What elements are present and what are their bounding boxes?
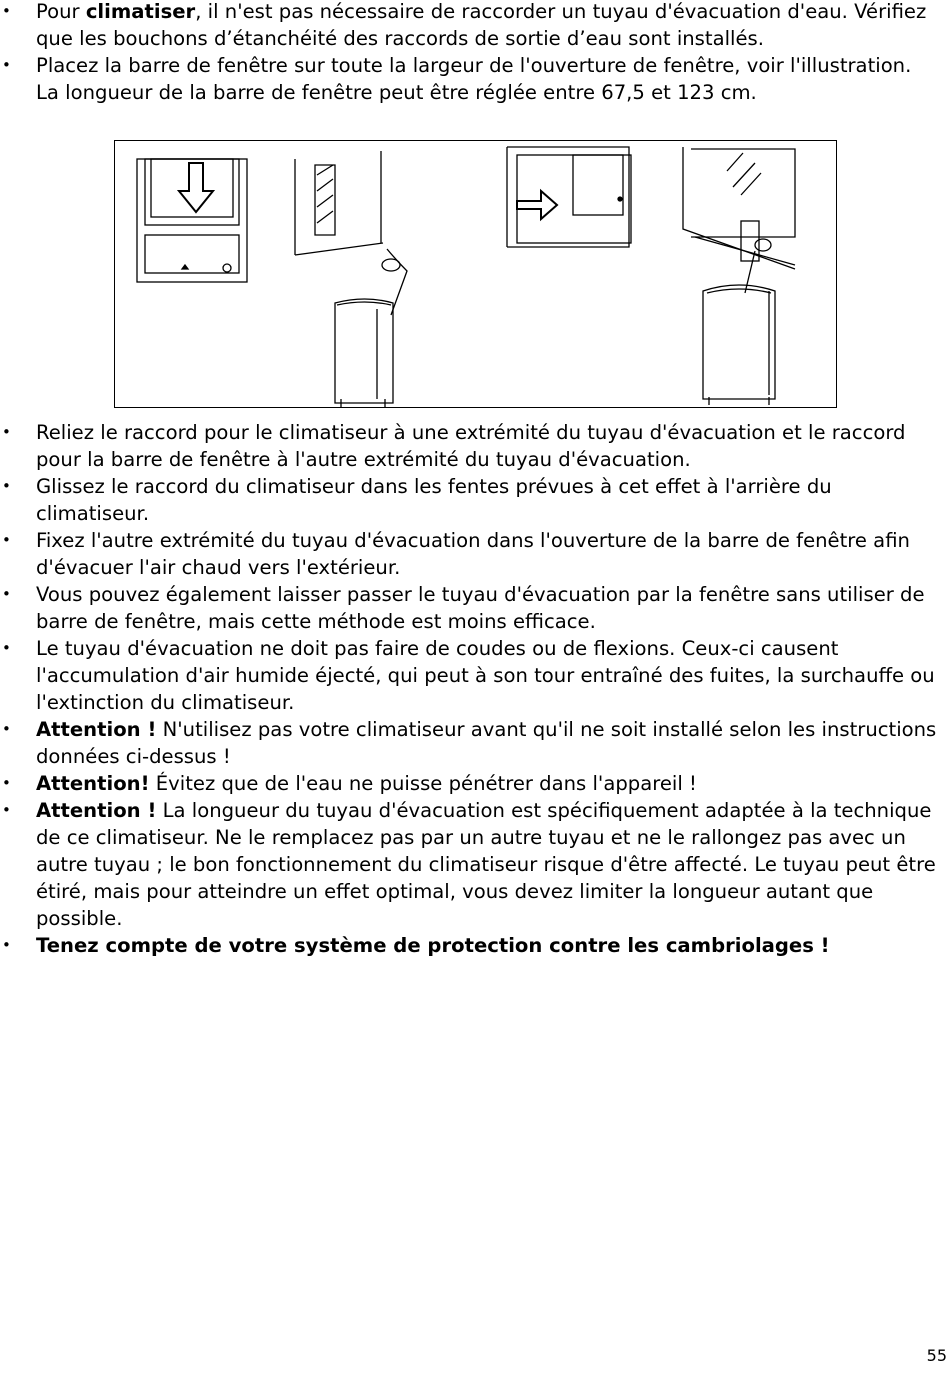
bullet-icon: •: [2, 477, 11, 495]
list-item: • Glissez le raccord du climatiseur dans les fentes prévues à cet effet à l'arrière du climatiseur.: [2, 475, 832, 525]
list-item: • Pour climatiser, il n'est pas nécessaire de raccorder un tuyau d'évacuation d'eau. Vérifiez que les bouchons d’étanchéité des raccords de sortie d’eau sont installés.: [2, 0, 927, 50]
vertical-window-icon: [137, 159, 247, 282]
bullet-icon: •: [2, 801, 11, 819]
bullet-icon: •: [2, 2, 11, 20]
ac-unit-window-left-icon: [295, 151, 407, 407]
instruction-list-top: [0, 0, 940, 106]
bullet-icon: •: [2, 423, 11, 441]
list-item: • Attention ! N'utilisez pas votre climatiseur avant qu'il ne soit installé selon les instructions données ci-dessus !: [2, 718, 937, 768]
instruction-list-bottom: [0, 419, 940, 959]
page-number: 55: [926, 1346, 947, 1365]
bullet-icon: •: [2, 56, 11, 74]
list-item: • Placez la barre de fenêtre sur toute la largeur de l'ouverture de fenêtre, voir l'illustration. La longueur de la barre de fenêtre peut être réglée entre 67,5 et 123 cm.: [2, 54, 912, 104]
list-item: • Attention! Évitez que de l'eau ne puisse pénétrer dans l'appareil !: [2, 772, 697, 795]
bullet-icon: •: [2, 531, 11, 549]
bullet-icon: •: [2, 720, 11, 738]
window-kit-illustration: [114, 140, 837, 408]
list-item: • Attention ! La longueur du tuyau d'évacuation est spécifiquement adaptée à la technique de ce climatiseur. Ne le remplacez pas par un autre tuyau et ne le rallongez pas avec un autre tuyau ; le bon fonctionnement du climatiseur risque d'être affecté. Le tuyau peut être étiré, mais pour atteindre un effet optimal, vous devez limiter la longueur autant que possible.: [2, 799, 936, 930]
horizontal-window-icon: [507, 147, 631, 247]
bullet-icon: •: [2, 585, 11, 603]
bullet-icon: •: [2, 774, 11, 792]
bullet-icon: •: [2, 639, 11, 657]
list-item: • Le tuyau d'évacuation ne doit pas faire de coudes ou de flexions. Ceux-ci causent l'accumulation d'air humide éjecté, qui peut à son tour entraîné des fuites, la surchauffe ou l'extinction du climatiseur.: [2, 637, 935, 714]
list-item: • Reliez le raccord pour le climatiseur à une extrémité du tuyau d'évacuation et le raccord pour la barre de fenêtre à l'autre extrémité du tuyau d'évacuation.: [2, 421, 906, 471]
list-item: • Vous pouvez également laisser passer le tuyau d'évacuation par la fenêtre sans utiliser de barre de fenêtre, mais cette méthode est moins efficace.: [2, 583, 925, 633]
bullet-icon: •: [2, 936, 11, 954]
list-item: • Tenez compte de votre système de protection contre les cambriolages !: [2, 934, 830, 957]
ac-unit-window-right-icon: [683, 147, 795, 405]
list-item: • Fixez l'autre extrémité du tuyau d'évacuation dans l'ouverture de la barre de fenêtre afin d'évacuer l'air chaud vers l'extérieur.: [2, 529, 910, 579]
